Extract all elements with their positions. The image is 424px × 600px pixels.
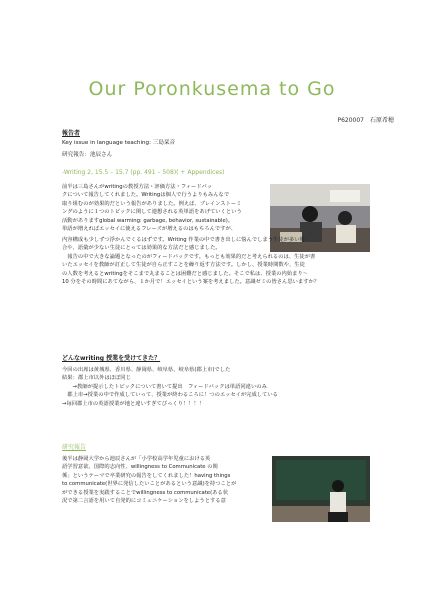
writing-line: 合や、語彙が少ない生徒にとっては効果的な方法だと感じました。 <box>62 245 221 252</box>
writing-line: いたエッセイを教師が訂正して生徒が自ら正すことを繰り返す方法です。しかし、授業時間数や、生徒 <box>62 262 305 269</box>
reporter-line-1: Key issue in language teaching: 三島栞音 <box>62 140 176 146</box>
question-line: 今回の出席は黄城県、香川県、静岡県、岐阜県、岐阜県(郡上市)でした <box>62 367 231 373</box>
research-heading: 研究報告 <box>62 444 87 451</box>
writing-line: 内容構成も少しずつ浮かんでくるはずです。Writing 作業の中で書き出しに悩んでしまう生徒が多い場 <box>62 237 305 243</box>
document-id: P620007 石原希穂 <box>337 117 394 124</box>
writing-line: ングのように１つのトピックに関して連想される英単語をあげていくという <box>62 209 242 216</box>
writing-body-bottom <box>62 236 392 286</box>
reporter-heading: 報告者 <box>62 130 81 137</box>
writing-line: 10 分をその時間にあてながら、１か月で！エッセイという案を考えました。意識ゼミの皆さん思いますか？ <box>62 279 320 286</box>
writing-heading: -Writing 2, 15.5 – 15.7 (pp. 491 – 508)( + Appendices) <box>62 169 225 176</box>
research-line: 係」というテーマで卒業研究の報告をしてくれました！having things <box>62 472 231 479</box>
page-title: Our Poronkusema to Go <box>88 78 336 100</box>
research-body <box>62 455 267 505</box>
research-line: 語学習意欲、国際的志向性、willingness to Communicate の関 <box>62 464 218 471</box>
research-line: 後半は静岡大学から池辰さんが「小学校高学年児童における英 <box>62 456 211 462</box>
question-line: 結果：郡上市以外はほぼ同じ <box>62 375 131 382</box>
research-line: to communicate(世界に発信したいことがあるという意識)を持つことが <box>62 481 237 488</box>
writing-line: 取り組むのが効果的だという報告がありました。例えば、ブレインストーミ <box>62 200 242 207</box>
question-line: 郡上市→授業の中で作成していって、授業が終わるころに！つのエッセイが完成している <box>62 392 278 399</box>
research-line: 況で第二言語を用いて自発的にコミュニケーションをしようとする意 <box>62 498 226 505</box>
writing-line: の人数を考えるとwritingをそこまで丸まることは困難だと感じました。そこで私は、授業の内始まり～ <box>62 270 309 277</box>
writing-line: 前半は三島さんがwritingの教授方法・評価方法・フィードバッ <box>62 184 213 190</box>
question-heading: どんなwriting 授業を受けてきた？ <box>62 355 161 362</box>
question-list <box>62 366 392 408</box>
writing-line: クについて報告してくれました。Writingは個人で行うよりもみんなで <box>62 192 230 199</box>
classroom-photo-2 <box>272 456 370 522</box>
reporter-line-2: 研究報告：池辰さん <box>62 152 113 158</box>
classroom-photo-2-illustration <box>272 456 370 522</box>
question-line: →教師が提示したトピックについて書いて提出 フィードバックは単語同違いのみ <box>62 383 267 390</box>
research-line: ができる授業を実践することでwillingness to communicate(ある状 <box>62 489 229 496</box>
writing-line: 活動がありますglobal warming: garbage, behavior, sustainable)。 <box>62 217 234 224</box>
writing-line: 単語が増えればエッセイに使えるフレーズが増えるのはもちろんですが、 <box>62 226 237 233</box>
writing-line: 報告の中で大きな論題となったのがフィードバックです。もっとも効果的だと考えられるのは、生徒が書 <box>62 253 316 260</box>
question-line: →毎回郡上市の英語授業が地と違いすぎてびっくり！！！！ <box>62 400 205 407</box>
